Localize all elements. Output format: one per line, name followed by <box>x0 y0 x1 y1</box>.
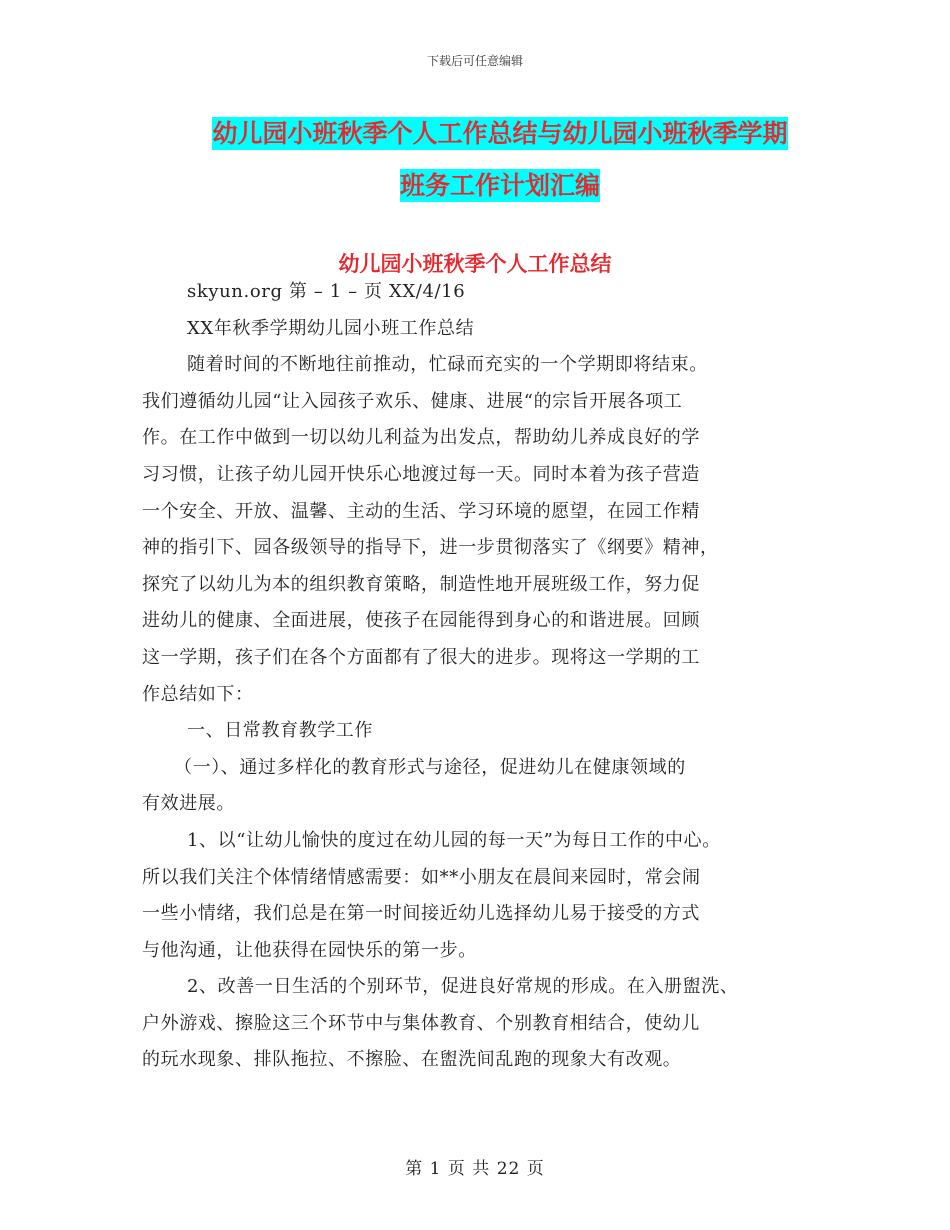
paragraph-line: XX年秋季学期幼儿园小班工作总结 <box>187 317 475 339</box>
paragraph-line: 随着时间的不断地往前推动，忙碌而充实的一个学期即将结束。 <box>187 354 708 376</box>
paragraph-line: 的玩水现象、排队拖拉、不擦脸、在盥洗间乱跑的现象大有改观。 <box>142 1049 682 1071</box>
paragraph-line: 进幼儿的健康、全面进展，使孩子在园能得到身心的和谐进展。回顾 <box>142 610 700 632</box>
paragraph-line: 探究了以幼儿为本的组织教育策略，制造性地开展班级工作，努力促 <box>142 573 700 595</box>
paragraph-line: 我们遵循幼儿园“让入园孩子欢乐、健康、进展“的宗旨开展各项工 <box>142 390 683 412</box>
paragraph-line: 所以我们关注个体情绪情感需要：如**小朋友在晨间来园时，常会闹 <box>142 866 701 888</box>
paragraph-line: 作总结如下： <box>142 683 254 705</box>
paragraph-line: 一些小情绪，我们总是在第一时间接近幼儿选择幼儿易于接受的方式 <box>142 903 700 925</box>
page-footer: 第 1 页 共 22 页 <box>405 1159 545 1179</box>
paragraph-line: 1、以“让幼儿愉快的度过在幼儿园的每一天”为每日工作的中心。 <box>187 829 721 851</box>
header-note: 下载后可任意编辑 <box>426 54 523 68</box>
body-text <box>142 274 842 1079</box>
paragraph-line: 2、改善一日生活的个别环节，促进良好常规的形成。在入册盥洗、 <box>187 976 739 998</box>
paragraph-line: 习习惯，让孩子幼儿园开快乐心地渡过每一天。同时本着为孩子营造 <box>142 463 700 485</box>
document-title-line-1: 幼儿园小班秋季个人工作总结与幼儿园小班秋季学期 <box>212 119 788 148</box>
paragraph-line: skyun.org 第 – 1 – 页 XX/4/16 <box>187 281 466 302</box>
paragraph-line: 一个安全、开放、温馨、主动的生活、学习环境的愿望，在园工作精 <box>142 500 700 522</box>
paragraph-line: 与他沟通，让他获得在园快乐的第一步。 <box>142 939 477 961</box>
paragraph-line: 神的指引下、园各级领导的指导下，进一步贯彻落实了《纲要》精神， <box>142 537 719 559</box>
section-title: 幼儿园小班秋季个人工作总结 <box>338 252 612 276</box>
paragraph-line: 这一学期，孩子们在各个方面都有了很大的进步。现将这一学期的工 <box>142 646 700 668</box>
paragraph-line: 户外游戏、擦脸这三个环节中与集体教育、个别教育相结合，使幼儿 <box>142 1012 700 1034</box>
document-title-line-2: 班务工作计划汇编 <box>399 171 600 200</box>
subsection-heading: （一）、通过多样化的教育形式与途径，促进幼儿在健康领域的 <box>174 756 686 778</box>
section-heading: 一、日常教育教学工作 <box>187 720 373 742</box>
paragraph-line: 作。在工作中做到一切以幼儿利益为出发点，帮助幼儿养成良好的学 <box>142 427 700 449</box>
paragraph-line: 有效进展。 <box>142 793 235 815</box>
document-title <box>140 108 860 212</box>
